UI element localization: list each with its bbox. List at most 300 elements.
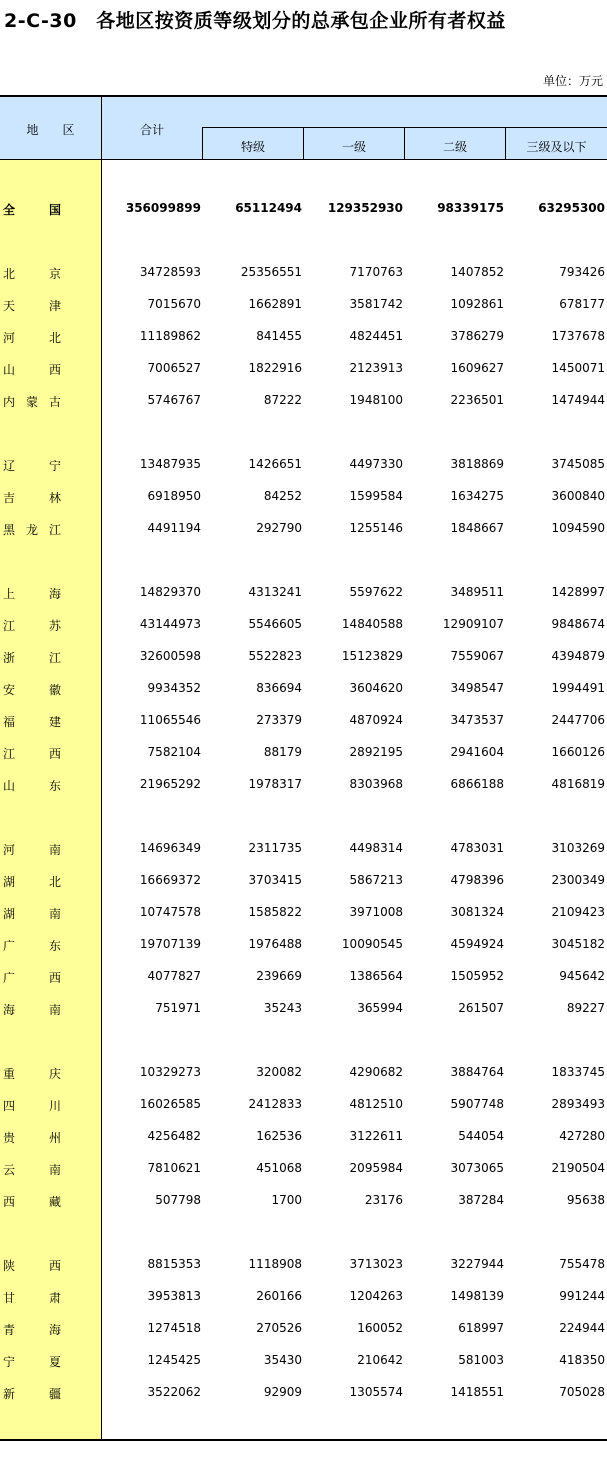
region-name	[3, 489, 61, 506]
value-cell: 4077827	[147, 969, 201, 983]
header-third: 三级及以下	[526, 140, 587, 154]
region-char: 南	[48, 1163, 61, 1177]
value-cell: 7006527	[147, 361, 201, 375]
value-cell: 160052	[357, 1321, 403, 1335]
value-cell: 2190504	[551, 1161, 605, 1175]
value-cell: 3045182	[551, 937, 605, 951]
value-cell: 92909	[263, 1385, 302, 1399]
value-cell: 2892195	[349, 745, 403, 759]
value-cell: 991244	[559, 1289, 605, 1303]
region-name	[3, 1289, 61, 1306]
region-name	[3, 873, 61, 890]
value-cell: 1092861	[450, 297, 504, 311]
region-name	[3, 1257, 61, 1274]
region-char: 湖	[3, 907, 16, 921]
value-cell: 581003	[458, 1353, 504, 1367]
value-cell: 4816819	[551, 777, 605, 791]
region-name	[3, 265, 61, 282]
region-name	[3, 713, 61, 730]
region-char: 津	[48, 299, 61, 313]
value-cell: 2123913	[349, 361, 403, 375]
value-cell: 544054	[458, 1129, 504, 1143]
table-row	[0, 832, 607, 864]
table-row	[0, 352, 607, 384]
region-char: 庆	[48, 1067, 61, 1081]
value-cell: 1407852	[450, 265, 504, 279]
table-row	[0, 896, 607, 928]
value-cell: 3122611	[349, 1129, 403, 1143]
value-cell: 3953813	[147, 1289, 201, 1303]
table-row	[0, 1312, 607, 1344]
value-cell: 1609627	[450, 361, 504, 375]
region-name	[3, 969, 61, 986]
table-row	[0, 864, 607, 896]
region-name	[3, 457, 61, 474]
region-char: 甘	[3, 1291, 16, 1305]
region-char: 建	[48, 715, 61, 729]
value-cell: 387284	[458, 1193, 504, 1207]
value-cell: 1245425	[147, 1353, 201, 1367]
region-char: 西	[48, 747, 61, 761]
region-char: 福	[3, 715, 16, 729]
value-cell: 16669372	[139, 873, 201, 887]
value-cell: 5746767	[147, 393, 201, 407]
region-name	[3, 1001, 61, 1018]
value-cell: 10090545	[341, 937, 403, 951]
region-char: 浙	[3, 651, 16, 665]
value-cell: 21965292	[139, 777, 201, 791]
value-cell: 1737678	[551, 329, 605, 343]
value-cell: 2447706	[551, 713, 605, 727]
region-char: 安	[3, 683, 16, 697]
header-first: 一级	[341, 140, 366, 154]
region-char: 夏	[48, 1355, 61, 1369]
table-row	[0, 1376, 607, 1408]
region-name	[3, 777, 61, 794]
value-cell: 1994491	[551, 681, 605, 695]
value-cell: 87222	[263, 393, 302, 407]
region-char: 内	[3, 395, 16, 409]
region-char: 四	[3, 1099, 16, 1113]
table-row	[0, 1120, 607, 1152]
value-cell: 43144973	[139, 617, 201, 631]
table-row	[0, 384, 607, 416]
value-cell: 63295300	[538, 201, 605, 215]
value-cell: 5867213	[349, 873, 403, 887]
value-cell: 1498139	[450, 1289, 504, 1303]
region-name	[3, 1129, 61, 1146]
region-name	[3, 745, 61, 762]
value-cell: 35430	[263, 1353, 302, 1367]
table-row	[0, 512, 607, 544]
region-name	[3, 617, 61, 634]
region-name	[3, 1353, 61, 1370]
region-char: 国	[48, 203, 61, 217]
value-cell: 1450071	[551, 361, 605, 375]
value-cell: 23176	[364, 1193, 403, 1207]
value-cell: 4498314	[349, 841, 403, 855]
value-cell: 10329273	[139, 1065, 201, 1079]
value-cell: 8815353	[147, 1257, 201, 1271]
region-name	[3, 1097, 61, 1114]
value-cell: 2311735	[248, 841, 302, 855]
value-cell: 162536	[256, 1129, 302, 1143]
region-char: 海	[48, 587, 61, 601]
value-cell: 3600840	[551, 489, 605, 503]
value-cell: 65112494	[235, 201, 302, 215]
value-cell: 224944	[559, 1321, 605, 1335]
value-cell: 1474944	[551, 393, 605, 407]
value-cell: 84252	[263, 489, 302, 503]
region-char: 辽	[3, 459, 16, 473]
region-char: 云	[3, 1163, 16, 1177]
region-char: 州	[48, 1131, 61, 1145]
value-cell: 11065546	[139, 713, 201, 727]
value-cell: 14696349	[139, 841, 201, 855]
value-cell: 25356551	[240, 265, 302, 279]
value-cell: 1599584	[349, 489, 403, 503]
value-cell: 1833745	[551, 1065, 605, 1079]
value-cell: 1634275	[450, 489, 504, 503]
region-char: 龙	[25, 523, 38, 537]
value-cell: 1585822	[248, 905, 302, 919]
region-char: 东	[48, 939, 61, 953]
value-cell: 1204263	[349, 1289, 403, 1303]
value-cell: 239669	[256, 969, 302, 983]
value-cell: 3745085	[551, 457, 605, 471]
region-char: 吉	[3, 491, 16, 505]
value-cell: 2300349	[551, 873, 605, 887]
value-cell: 6866188	[450, 777, 504, 791]
region-char: 西	[48, 363, 61, 377]
value-cell: 11189862	[139, 329, 201, 343]
header-second: 二级	[442, 140, 467, 154]
region-char: 北	[48, 875, 61, 889]
region-char: 山	[3, 779, 16, 793]
value-cell: 705028	[559, 1385, 605, 1399]
region-char: 徽	[48, 683, 61, 697]
value-cell: 1094590	[551, 521, 605, 535]
value-cell: 19707139	[139, 937, 201, 951]
value-cell: 618997	[458, 1321, 504, 1335]
value-cell: 3884764	[450, 1065, 504, 1079]
value-cell: 2941604	[450, 745, 504, 759]
region-char: 北	[48, 331, 61, 345]
value-cell: 356099899	[125, 201, 201, 215]
value-cell: 1305574	[349, 1385, 403, 1399]
region-name	[3, 329, 61, 346]
region-name	[3, 361, 61, 378]
region-char: 江	[3, 619, 16, 633]
value-cell: 4491194	[147, 521, 201, 535]
region-name	[3, 841, 61, 858]
value-cell: 1505952	[450, 969, 504, 983]
value-cell: 1978317	[248, 777, 302, 791]
value-cell: 2893493	[551, 1097, 605, 1111]
value-cell: 3489511	[450, 585, 504, 599]
value-cell: 4256482	[147, 1129, 201, 1143]
value-cell: 8303968	[349, 777, 403, 791]
value-cell: 4870924	[349, 713, 403, 727]
value-cell: 2236501	[450, 393, 504, 407]
value-cell: 10747578	[139, 905, 201, 919]
value-cell: 751971	[155, 1001, 201, 1015]
region-name	[3, 1161, 61, 1178]
value-cell: 3703415	[248, 873, 302, 887]
region-char: 江	[48, 523, 61, 537]
value-cell: 3604620	[349, 681, 403, 695]
value-cell: 945642	[559, 969, 605, 983]
value-cell: 14829370	[139, 585, 201, 599]
value-cell: 1822916	[248, 361, 302, 375]
table-row-total	[0, 192, 607, 224]
value-cell: 793426	[559, 265, 605, 279]
table-row	[0, 768, 607, 800]
value-cell: 5546605	[248, 617, 302, 631]
value-cell: 2109423	[551, 905, 605, 919]
value-cell: 7015670	[147, 297, 201, 311]
value-cell: 755478	[559, 1257, 605, 1271]
value-cell: 1386564	[349, 969, 403, 983]
region-char: 京	[48, 267, 61, 281]
value-cell: 9934352	[147, 681, 201, 695]
value-cell: 261507	[458, 1001, 504, 1015]
header-special: 特级	[240, 140, 265, 154]
value-cell: 1118908	[248, 1257, 302, 1271]
region-char: 蒙	[25, 395, 38, 409]
value-cell: 4290682	[349, 1065, 403, 1079]
table-row	[0, 1344, 607, 1376]
value-cell: 1700	[271, 1193, 302, 1207]
region-char: 上	[3, 587, 16, 601]
table-row	[0, 608, 607, 640]
value-cell: 1848667	[450, 521, 504, 535]
value-cell: 5522823	[248, 649, 302, 663]
value-cell: 273379	[256, 713, 302, 727]
region-char: 南	[48, 907, 61, 921]
value-cell: 1948100	[349, 393, 403, 407]
value-cell: 260166	[256, 1289, 302, 1303]
region-char: 青	[3, 1323, 16, 1337]
header-region: 地 区	[26, 123, 75, 137]
region-char: 河	[3, 843, 16, 857]
value-cell: 13487935	[139, 457, 201, 471]
region-char: 广	[3, 939, 16, 953]
value-cell: 3473537	[450, 713, 504, 727]
value-cell: 7170763	[349, 265, 403, 279]
value-cell: 3073065	[450, 1161, 504, 1175]
value-cell: 270526	[256, 1321, 302, 1335]
value-cell: 7582104	[147, 745, 201, 759]
region-char: 疆	[48, 1387, 61, 1401]
table-row	[0, 704, 607, 736]
table-row	[0, 1248, 607, 1280]
region-char: 宁	[48, 459, 61, 473]
region-name	[3, 1321, 61, 1338]
region-name	[3, 1385, 61, 1402]
value-cell: 35243	[263, 1001, 302, 1015]
value-cell: 1662891	[248, 297, 302, 311]
region-char: 黑	[3, 523, 16, 537]
value-cell: 210642	[357, 1353, 403, 1367]
value-cell: 3818869	[450, 457, 504, 471]
table-row	[0, 1056, 607, 1088]
table-row	[0, 736, 607, 768]
region-char: 苏	[48, 619, 61, 633]
table-row	[0, 992, 607, 1024]
unit-label: 单位：万元	[542, 74, 603, 88]
region-char: 东	[48, 779, 61, 793]
table-row	[0, 256, 607, 288]
value-cell: 3786279	[450, 329, 504, 343]
region-char: 川	[48, 1099, 61, 1113]
region-char: 全	[3, 203, 16, 217]
region-char: 陕	[3, 1259, 16, 1273]
region-name	[3, 937, 61, 954]
region-char: 重	[3, 1067, 16, 1081]
value-cell: 4798396	[450, 873, 504, 887]
value-cell: 7559067	[450, 649, 504, 663]
region-char: 西	[3, 1195, 16, 1209]
region-char: 湖	[3, 875, 16, 889]
region-char: 林	[48, 491, 61, 505]
value-cell: 3581742	[349, 297, 403, 311]
region-char: 海	[48, 1323, 61, 1337]
value-cell: 320082	[256, 1065, 302, 1079]
value-cell: 1428997	[551, 585, 605, 599]
region-name	[3, 297, 61, 314]
region-name	[3, 681, 61, 698]
table-row	[0, 480, 607, 512]
value-cell: 129352930	[327, 201, 403, 215]
value-cell: 89227	[566, 1001, 605, 1015]
table-row	[0, 320, 607, 352]
region-char: 肃	[48, 1291, 61, 1305]
value-cell: 4394879	[551, 649, 605, 663]
region-char: 北	[3, 267, 16, 281]
value-cell: 7810621	[147, 1161, 201, 1175]
value-cell: 4594924	[450, 937, 504, 951]
value-cell: 34728593	[139, 265, 201, 279]
value-cell: 6918950	[147, 489, 201, 503]
table-top-rule	[0, 95, 607, 97]
region-name	[3, 1193, 61, 1210]
value-cell: 507798	[155, 1193, 201, 1207]
value-cell: 98339175	[437, 201, 504, 215]
value-cell: 2412833	[248, 1097, 302, 1111]
value-cell: 4783031	[450, 841, 504, 855]
value-cell: 678177	[559, 297, 605, 311]
value-cell: 451068	[256, 1161, 302, 1175]
region-name	[3, 1065, 61, 1082]
value-cell: 841455	[256, 329, 302, 343]
region-char: 江	[48, 651, 61, 665]
region-char: 河	[3, 331, 16, 345]
value-cell: 32600598	[139, 649, 201, 663]
header-total: 合计	[139, 123, 164, 137]
value-cell: 4497330	[349, 457, 403, 471]
value-cell: 3227944	[450, 1257, 504, 1271]
region-name	[3, 393, 61, 410]
table-row	[0, 960, 607, 992]
table-row	[0, 1184, 607, 1216]
table-row	[0, 448, 607, 480]
region-char: 贵	[3, 1131, 16, 1145]
header-bottom-rule	[0, 159, 607, 160]
value-cell: 1274518	[147, 1321, 201, 1335]
value-cell: 3522062	[147, 1385, 201, 1399]
value-cell: 9848674	[551, 617, 605, 631]
table-row	[0, 1088, 607, 1120]
value-cell: 2095984	[349, 1161, 403, 1175]
value-cell: 1418551	[450, 1385, 504, 1399]
table-row	[0, 576, 607, 608]
region-char: 古	[48, 395, 61, 409]
region-char: 西	[48, 971, 61, 985]
region-name	[3, 201, 61, 218]
table-row	[0, 672, 607, 704]
region-name	[3, 521, 61, 538]
value-cell: 365994	[357, 1001, 403, 1015]
value-cell: 427280	[559, 1129, 605, 1143]
value-cell: 4812510	[349, 1097, 403, 1111]
value-cell: 3498547	[450, 681, 504, 695]
table-row	[0, 1152, 607, 1184]
value-cell: 836694	[256, 681, 302, 695]
region-char: 南	[48, 843, 61, 857]
value-cell: 1255146	[349, 521, 403, 535]
value-cell: 4824451	[349, 329, 403, 343]
page-title: 2-C-30 各地区按资质等级划分的总承包企业所有者权益	[4, 10, 506, 32]
value-cell: 292790	[256, 521, 302, 535]
region-char: 山	[3, 363, 16, 377]
value-cell: 1976488	[248, 937, 302, 951]
value-cell: 3103269	[551, 841, 605, 855]
table-row	[0, 928, 607, 960]
value-cell: 418350	[559, 1353, 605, 1367]
value-cell: 3081324	[450, 905, 504, 919]
region-char: 江	[3, 747, 16, 761]
value-cell: 5907748	[450, 1097, 504, 1111]
value-cell: 1660126	[551, 745, 605, 759]
region-name	[3, 905, 61, 922]
region-char: 海	[3, 1003, 16, 1017]
value-cell: 15123829	[341, 649, 403, 663]
value-cell: 3971008	[349, 905, 403, 919]
table-bottom-rule	[0, 1439, 607, 1441]
table-row	[0, 288, 607, 320]
region-char: 宁	[3, 1355, 16, 1369]
table-row	[0, 1280, 607, 1312]
region-char: 广	[3, 971, 16, 985]
value-cell: 12909107	[442, 617, 504, 631]
value-cell: 16026585	[139, 1097, 201, 1111]
value-cell: 95638	[566, 1193, 605, 1207]
value-cell: 1426651	[248, 457, 302, 471]
region-char: 西	[48, 1259, 61, 1273]
region-name	[3, 585, 61, 602]
region-char: 藏	[48, 1195, 61, 1209]
region-char: 天	[3, 299, 16, 313]
value-cell: 3713023	[349, 1257, 403, 1271]
value-cell: 5597622	[349, 585, 403, 599]
region-char: 南	[48, 1003, 61, 1017]
region-char: 新	[3, 1387, 16, 1401]
region-name	[3, 649, 61, 666]
value-cell: 88179	[263, 745, 302, 759]
table-row	[0, 640, 607, 672]
value-cell: 4313241	[248, 585, 302, 599]
